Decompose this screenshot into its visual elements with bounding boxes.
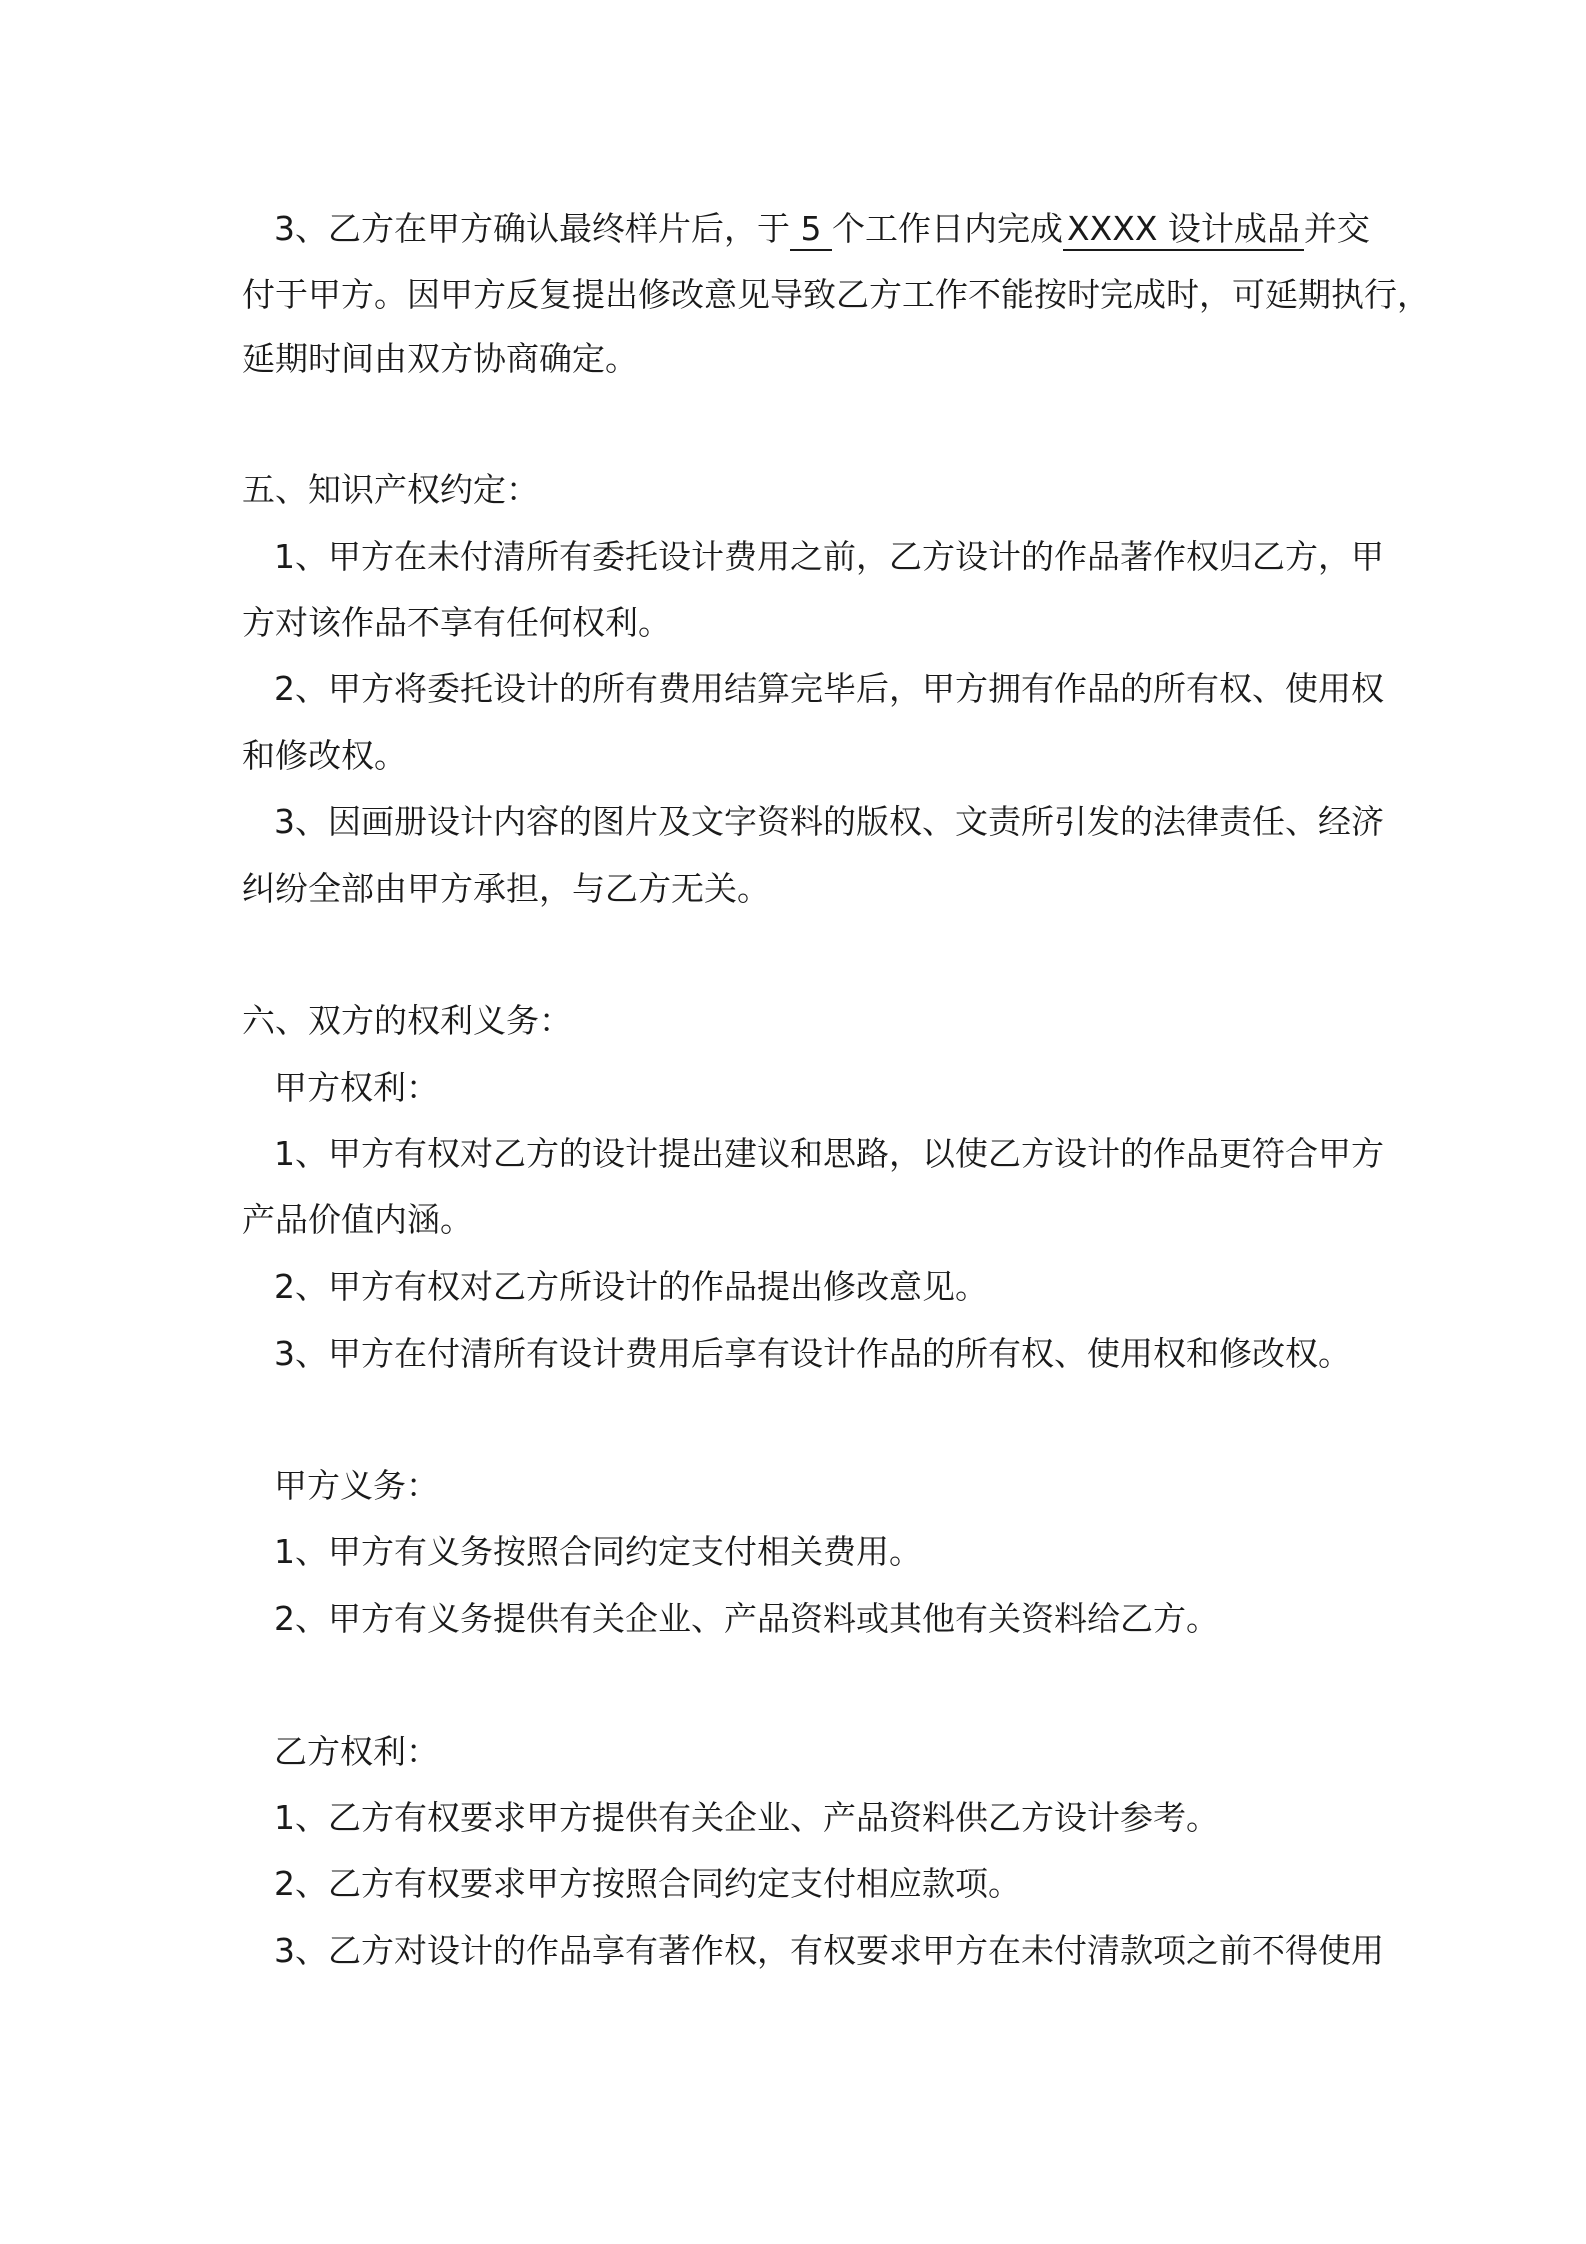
s4-item3-line3: 延期时间由双方协商确定。 [242,339,638,378]
partyA-rights-item3: 3、甲方在付清所有设计费用后享有设计作品的所有权、使用权和修改权。 [274,1334,1351,1373]
partyA-duties-heading: 甲方义务： [274,1466,439,1505]
partyA-rights-item1-line2: 产品价值内涵。 [242,1200,473,1239]
partyB-rights-item1: 1、乙方有权要求甲方提供有关企业、产品资料供乙方设计参考。 [274,1798,1219,1837]
s5-item1-line2: 方对该作品不享有任何权利。 [242,603,671,642]
s4-item3-text-c: 并交 [1303,209,1370,248]
days-blank: 5 [790,209,832,251]
s4-item3-text-a: 3、乙方在甲方确认最终样片后，于 [274,209,790,248]
s4-item3-line2: 付于甲方。因甲方反复提出修改意见导致乙方工作不能按时完成时，可延期执行， [242,275,1430,314]
s4-item3-text-b: 个工作日内完成 [832,209,1063,248]
section5-title: 五、知识产权约定： [242,470,539,509]
s5-item3-line2: 纠纷全部由甲方承担，与乙方无关。 [242,869,770,908]
s4-item3-line1 [274,207,1384,251]
partyB-rights-heading: 乙方权利： [274,1732,439,1771]
deliverable-blank: XXXX 设计成品 [1063,209,1304,251]
s5-item2-line1: 2、甲方将委托设计的所有费用结算完毕后，甲方拥有作品的所有权、使用权 [274,669,1384,708]
partyA-rights-item1-line1: 1、甲方有权对乙方的设计提出建议和思路，以使乙方设计的作品更符合甲方 [274,1134,1384,1173]
partyA-duties-item1: 1、甲方有义务按照合同约定支付相关费用。 [274,1532,922,1571]
s5-item3-line1: 3、因画册设计内容的图片及文字资料的版权、文责所引发的法律责任、经济 [274,802,1384,841]
s5-item2-line2: 和修改权。 [242,736,407,775]
section6-title: 六、双方的权利义务： [242,1001,572,1040]
partyA-duties-item2: 2、甲方有义务提供有关企业、产品资料或其他有关资料给乙方。 [274,1599,1219,1638]
partyB-rights-item3: 3、乙方对设计的作品享有著作权，有权要求甲方在未付清款项之前不得使用 [274,1931,1384,1970]
partyB-rights-item2: 2、乙方有权要求甲方按照合同约定支付相应款项。 [274,1864,1021,1903]
partyA-rights-item2: 2、甲方有权对乙方所设计的作品提出修改意见。 [274,1267,988,1306]
s5-item1-line1: 1、甲方在未付清所有委托设计费用之前，乙方设计的作品著作权归乙方，甲 [274,537,1384,576]
partyA-rights-heading: 甲方权利： [274,1068,439,1107]
